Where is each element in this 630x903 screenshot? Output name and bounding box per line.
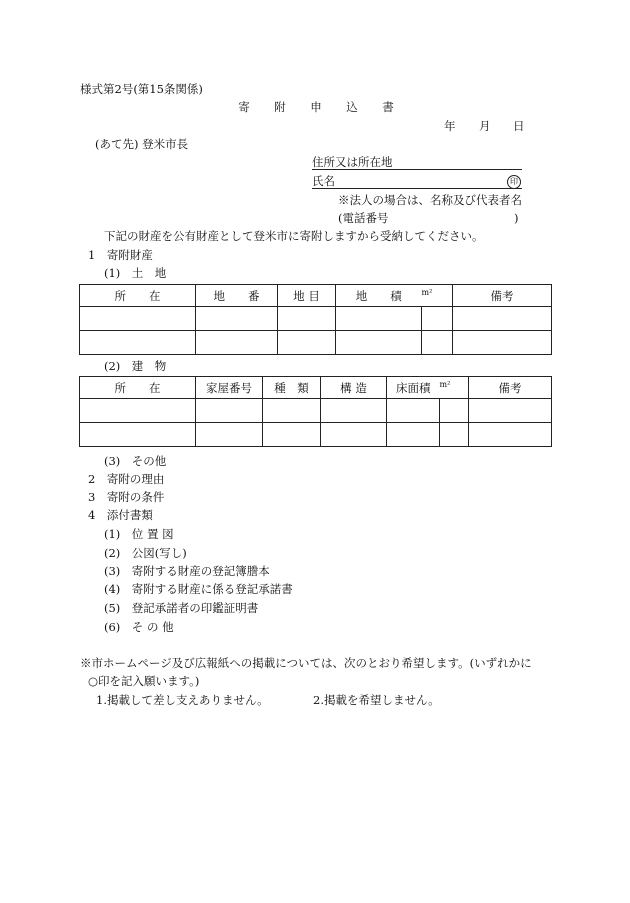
land-col-unit: m²	[422, 285, 453, 307]
addressee: (あて先) 登米市長	[95, 137, 189, 151]
attachment-item: (1) 位 置 図	[104, 527, 174, 541]
land-col-lot: 地 番	[196, 285, 278, 307]
building-table-header	[80, 377, 552, 399]
land-cell-area[interactable]	[336, 307, 422, 331]
building-col-structure: 構 造	[321, 377, 387, 399]
title-char: 附	[274, 100, 286, 114]
building-cell-location[interactable]	[80, 399, 196, 423]
land-cell-notes[interactable]	[453, 331, 552, 355]
building-table	[79, 376, 552, 447]
building-cell-notes[interactable]	[469, 399, 552, 423]
section4-heading: 4 添付書類	[88, 508, 153, 522]
land-col-location: 所 在	[80, 285, 196, 307]
building-cell-house-no[interactable]	[196, 423, 263, 447]
table-row	[80, 307, 552, 331]
building-cell-notes[interactable]	[469, 423, 552, 447]
land-cell-area[interactable]	[336, 331, 422, 355]
land-table	[79, 284, 552, 355]
land-cell-lot[interactable]	[196, 307, 278, 331]
section1-heading: 1 寄附財産	[88, 248, 153, 262]
land-heading: (1) 土 地	[104, 266, 167, 280]
land-col-notes: 備考	[453, 285, 552, 307]
date-month-label: 月	[479, 119, 491, 133]
attachment-item: (5) 登記承諾者の印鑑証明書	[104, 601, 259, 615]
title-char: 込	[346, 100, 358, 114]
building-col-location: 所 在	[80, 377, 196, 399]
land-col-category: 地 目	[278, 285, 336, 307]
building-cell-house-no[interactable]	[196, 399, 263, 423]
land-table-header	[80, 285, 552, 307]
land-cell-category[interactable]	[278, 331, 336, 355]
name-field[interactable]	[312, 174, 522, 189]
name-label: 氏名	[312, 174, 335, 188]
publication-option-2[interactable]: 2.掲載を希望しません。	[313, 693, 440, 707]
table-row	[80, 399, 552, 423]
building-cell-type[interactable]	[263, 423, 321, 447]
building-col-type: 種 類	[263, 377, 321, 399]
section3-heading: 3 寄附の条件	[88, 490, 165, 504]
attachment-item: (4) 寄附する財産に係る登記承諾書	[104, 582, 293, 596]
publication-note-line2: ○印を記入願います。)	[88, 674, 200, 688]
phone-close: )	[514, 211, 519, 225]
address-field[interactable]	[312, 155, 522, 170]
building-col-unit: m²	[440, 377, 469, 399]
intro-text: 下記の財産を公有財産として登米市に寄附しますから受納してください。	[104, 229, 484, 243]
land-cell-location[interactable]	[80, 331, 196, 355]
phone-label: (電話番号	[338, 211, 389, 225]
land-cell-notes[interactable]	[453, 307, 552, 331]
building-cell-floor-area-decimal[interactable]	[440, 423, 469, 447]
table-row	[80, 331, 552, 355]
corporation-note: ※法人の場合は、名称及び代表者名	[338, 193, 522, 207]
building-cell-floor-area[interactable]	[387, 423, 440, 447]
building-cell-floor-area-decimal[interactable]	[440, 399, 469, 423]
title-char: 書	[382, 100, 394, 114]
seal-icon: 印	[507, 175, 521, 189]
attachment-item: (3) 寄附する財産の登記簿謄本	[104, 564, 270, 578]
attachment-item: (2) 公図(写し)	[104, 546, 187, 560]
building-heading: (2) 建 物	[104, 359, 167, 373]
title-char: 寄	[238, 100, 250, 114]
publication-note-line1: ※市ホームページ及び広報紙への掲載については、次のとおり希望します。(いずれかに	[80, 656, 532, 670]
date-day-label: 日	[513, 119, 525, 133]
land-cell-area-decimal[interactable]	[422, 331, 453, 355]
table-row	[80, 423, 552, 447]
address-label: 住所又は所在地	[312, 155, 393, 169]
document-title	[226, 100, 406, 114]
building-cell-structure[interactable]	[321, 423, 387, 447]
building-cell-location[interactable]	[80, 423, 196, 447]
land-cell-area-decimal[interactable]	[422, 307, 453, 331]
building-col-notes: 備考	[469, 377, 552, 399]
publication-option-1[interactable]: 1.掲載して差し支えありません。	[96, 693, 269, 707]
building-col-house-no: 家屋番号	[196, 377, 263, 399]
section2-heading: 2 寄附の理由	[88, 472, 165, 486]
land-cell-location[interactable]	[80, 307, 196, 331]
land-cell-lot[interactable]	[196, 331, 278, 355]
other-property-heading: (3) その他	[104, 454, 167, 468]
attachment-item: (6) そ の 他	[104, 620, 174, 634]
building-cell-floor-area[interactable]	[387, 399, 440, 423]
title-char: 申	[310, 100, 322, 114]
form-number: 様式第2号(第15条関係)	[80, 82, 203, 96]
land-col-area: 地 積	[336, 285, 422, 307]
building-cell-type[interactable]	[263, 399, 321, 423]
building-col-floor-area: 床面積	[387, 377, 440, 399]
land-cell-category[interactable]	[278, 307, 336, 331]
date-year-label: 年	[444, 119, 456, 133]
building-cell-structure[interactable]	[321, 399, 387, 423]
